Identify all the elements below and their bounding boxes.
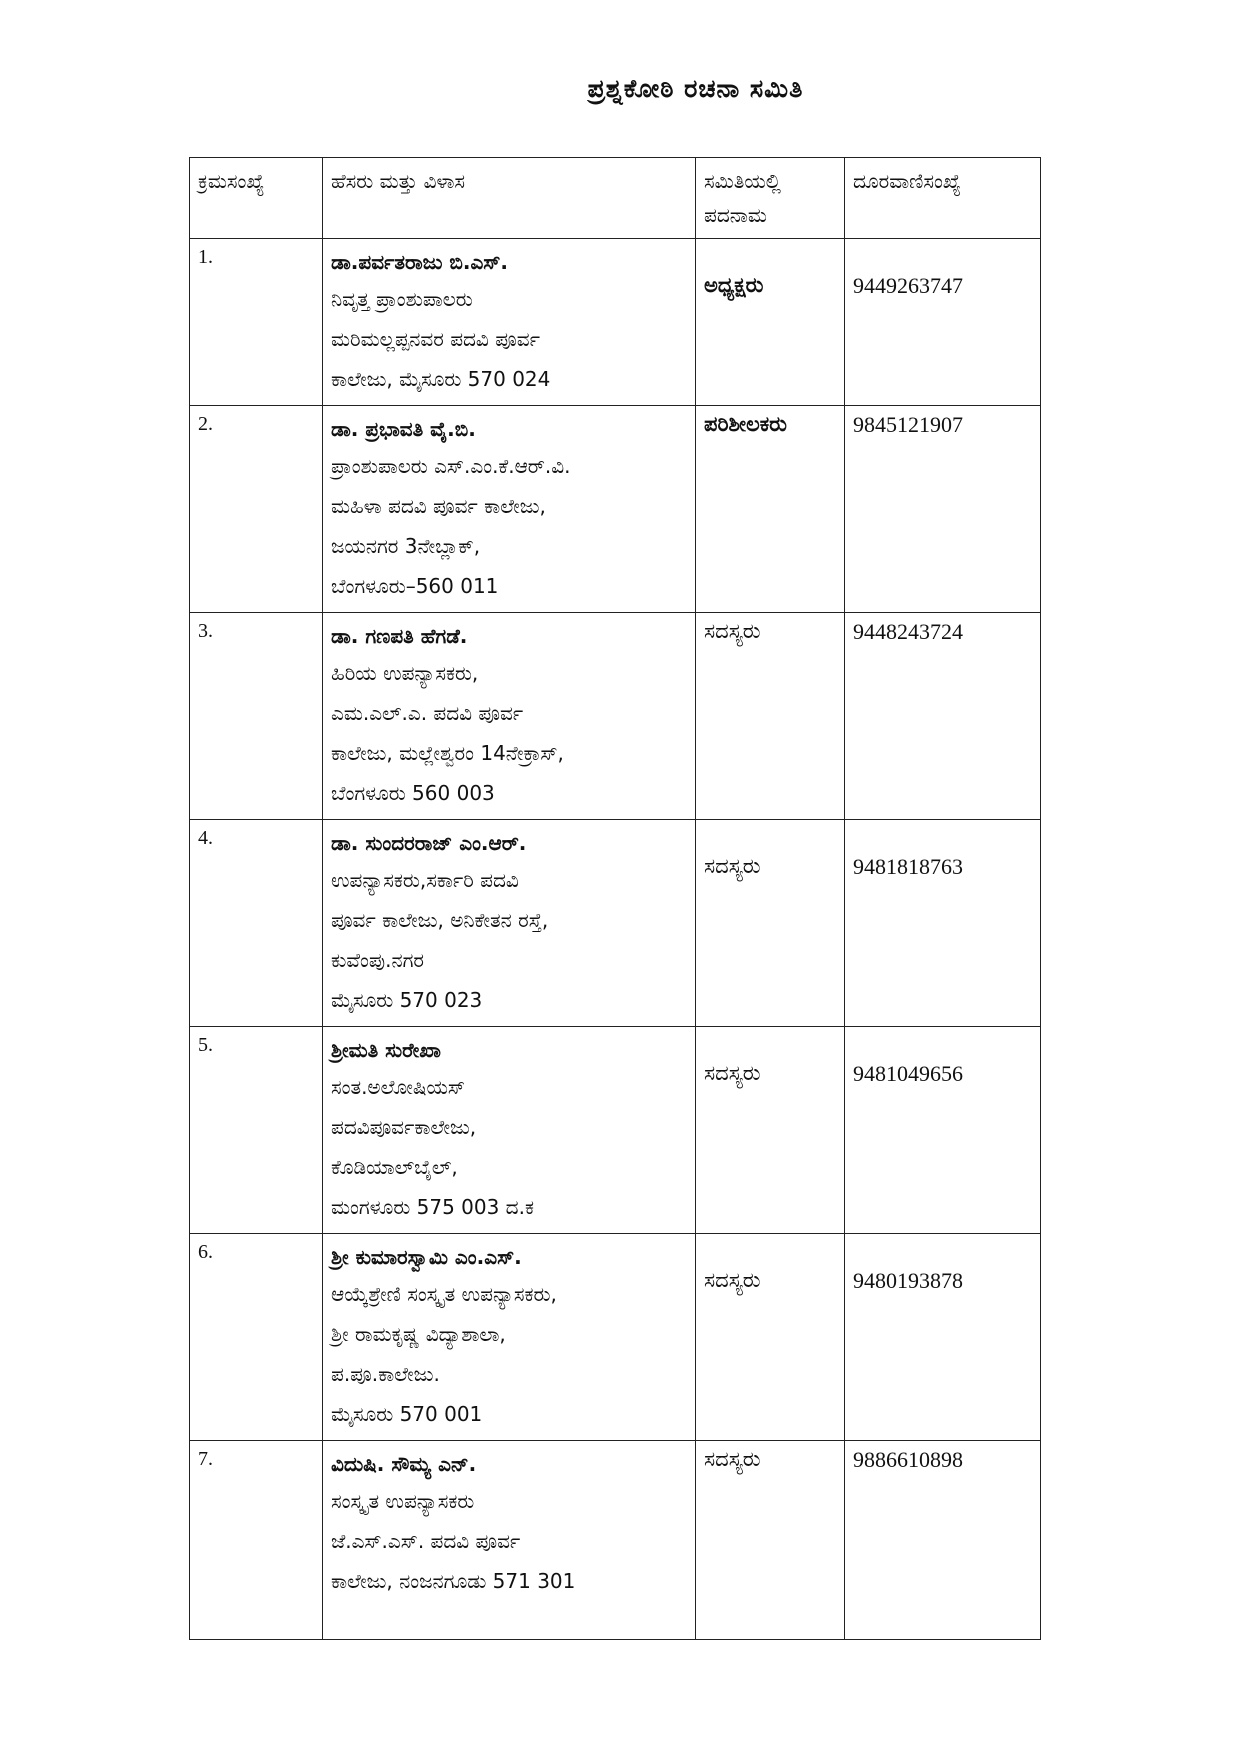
designation-cell: ಪರಿಶೀಲಕರು bbox=[696, 406, 845, 613]
address-line: ಜಯನಗರ 3ನೇಬ್ಲಾಕ್, bbox=[331, 534, 481, 558]
table-header-row bbox=[190, 158, 1041, 239]
address-line: ಮೈಸೂರು 570 023 bbox=[331, 988, 483, 1012]
serial-cell: 3. bbox=[190, 613, 323, 820]
address-line: ಬೆಂಗಳೂರು 560 003 bbox=[331, 781, 495, 805]
address-line: ಕುವೆಂಪು.ನಗರ bbox=[331, 948, 425, 972]
name-address-cell bbox=[323, 1027, 696, 1234]
table-row bbox=[190, 1441, 1041, 1640]
page-title: ಪ್ರಶ್ನಕೋಠಿ ರಚನಾ ಸಮಿತಿ bbox=[587, 74, 804, 103]
address-line: ಪ್ರಾಂಶುಪಾಲರು ಎಸ್.ಎಂ.ಕೆ.ಆರ್.ವಿ. bbox=[331, 454, 571, 478]
address-line: ಕಾಲೇಜು, ನಂಜನಗೂಡು 571 301 bbox=[331, 1569, 576, 1593]
address-line: ಜೆ.ಎಸ್.ಎಸ್. ಪದವಿ ಪೂರ್ವ bbox=[331, 1529, 521, 1553]
serial-cell: 6. bbox=[190, 1234, 323, 1441]
name-address-cell bbox=[323, 239, 696, 406]
serial-cell: 1. bbox=[190, 239, 323, 406]
header-name-address: ಹೆಸರು ಮತ್ತು ವಿಳಾಸ bbox=[323, 158, 696, 239]
designation-cell: ಸದಸ್ಯರು bbox=[696, 820, 845, 1027]
address-line: ಬೆಂಗಳೂರು–560 011 bbox=[331, 574, 499, 598]
member-name: ಡಾ.ಪರ್ವತರಾಜು ಬಿ.ಎಸ್. bbox=[331, 250, 508, 274]
address-line: ಶ್ರೀ ರಾಮಕೃಷ್ಣ ವಿದ್ಯಾಶಾಲಾ, bbox=[331, 1322, 506, 1346]
member-name: ಡಾ. ಗಣಪತಿ ಹೆಗಡೆ. bbox=[331, 624, 468, 648]
header-designation bbox=[696, 158, 845, 239]
member-name: ಡಾ. ಸುಂದರರಾಜ್ ಎಂ.ಆರ್. bbox=[331, 831, 527, 855]
address-line: ಮೈಸೂರು 570 001 bbox=[331, 1402, 483, 1426]
name-address-cell bbox=[323, 1441, 696, 1640]
address-line: ಪದವಿಪೂರ್ವಕಾಲೇಜು, bbox=[331, 1115, 477, 1139]
address-line: ಮಹಿಳಾ ಪದವಿ ಪೂರ್ವ ಕಾಲೇಜು, bbox=[331, 494, 546, 518]
address-line: ಕೊಡಿಯಾಲ್‌ಬೈಲ್, bbox=[331, 1155, 458, 1179]
member-name: ಶ್ರೀಮತಿ ಸುರೇಖಾ bbox=[331, 1038, 441, 1062]
table-row bbox=[190, 820, 1041, 1027]
address-line: ಕಾಲೇಜು, ಮಲ್ಲೇಶ್ವರಂ 14ನೇಕ್ರಾಸ್, bbox=[331, 741, 564, 765]
address-line: ಸಂಸ್ಕೃತ ಉಪನ್ಯಾಸಕರು bbox=[331, 1489, 475, 1513]
header-serial: ಕ್ರಮಸಂಖ್ಯೆ bbox=[190, 158, 323, 239]
serial-cell: 5. bbox=[190, 1027, 323, 1234]
table-row bbox=[190, 613, 1041, 820]
phone-cell: 9481818763 bbox=[845, 820, 1041, 1027]
address-line: ನಿವೃತ್ತ ಪ್ರಾಂಶುಪಾಲರು bbox=[331, 287, 473, 311]
address-line: ಮರಿಮಲ್ಲಪ್ಪನವರ ಪದವಿ ಪೂರ್ವ bbox=[331, 327, 540, 351]
designation-cell: ಸದಸ್ಯರು bbox=[696, 613, 845, 820]
serial-cell: 7. bbox=[190, 1441, 323, 1640]
address-line: ಪೂರ್ವ ಕಾಲೇಜು, ಅನಿಕೇತನ ರಸ್ತೆ, bbox=[331, 908, 549, 932]
phone-cell: 9886610898 bbox=[845, 1441, 1041, 1640]
designation-cell: ಸದಸ್ಯರು bbox=[696, 1441, 845, 1640]
serial-cell: 4. bbox=[190, 820, 323, 1027]
table-row bbox=[190, 239, 1041, 406]
address-line: ಪ.ಪೂ.ಕಾಲೇಜು. bbox=[331, 1362, 440, 1386]
address-line: ಹಿರಿಯ ಉಪನ್ಯಾಸಕರು, bbox=[331, 661, 479, 685]
phone-cell: 9448243724 bbox=[845, 613, 1041, 820]
name-address-cell bbox=[323, 820, 696, 1027]
header-designation-line1: ಸಮಿತಿಯಲ್ಲಿ bbox=[704, 169, 781, 193]
table-row bbox=[190, 406, 1041, 613]
address-line: ಸಂತ.ಅಲೋಷಿಯಸ್ bbox=[331, 1075, 466, 1099]
address-line: ಮಂಗಳೂರು 575 003 ದ.ಕ bbox=[331, 1195, 534, 1219]
phone-cell: 9481049656 bbox=[845, 1027, 1041, 1234]
name-address-cell bbox=[323, 1234, 696, 1441]
table-row bbox=[190, 1234, 1041, 1441]
designation-cell: ಸದಸ್ಯರು bbox=[696, 1027, 845, 1234]
member-name: ವಿದುಷಿ. ಸೌಮ್ಯ ಎನ್. bbox=[331, 1452, 477, 1476]
designation-cell: ಸದಸ್ಯರು bbox=[696, 1234, 845, 1441]
designation-cell: ಅಧ್ಯಕ್ಷರು bbox=[696, 239, 845, 406]
address-line: ಎಮ.ಎಲ್.ಎ. ಪದವಿ ಪೂರ್ವ bbox=[331, 701, 524, 725]
committee-table bbox=[189, 157, 1041, 1640]
header-designation-line2: ಪದನಾಮ bbox=[704, 203, 767, 227]
member-name: ಡಾ. ಪ್ರಭಾವತಿ ವೈ.ಬಿ. bbox=[331, 417, 476, 441]
address-line: ಕಾಲೇಜು, ಮೈಸೂರು 570 024 bbox=[331, 367, 551, 391]
phone-cell: 9480193878 bbox=[845, 1234, 1041, 1441]
address-line: ಆಯ್ಕೆಶ್ರೇಣಿ ಸಂಸ್ಕೃತ ಉಪನ್ಯಾಸಕರು, bbox=[331, 1282, 557, 1306]
name-address-cell bbox=[323, 406, 696, 613]
table-row bbox=[190, 1027, 1041, 1234]
phone-cell: 9449263747 bbox=[845, 239, 1041, 406]
phone-cell: 9845121907 bbox=[845, 406, 1041, 613]
name-address-cell bbox=[323, 613, 696, 820]
member-name: ಶ್ರೀ ಕುಮಾರಸ್ವಾಮಿ ಎಂ.ಎಸ್. bbox=[331, 1245, 522, 1269]
header-phone: ದೂರವಾಣಿಸಂಖ್ಯೆ bbox=[845, 158, 1041, 239]
address-line: ಉಪನ್ಯಾಸಕರು,ಸರ್ಕಾರಿ ಪದವಿ bbox=[331, 868, 519, 892]
serial-cell: 2. bbox=[190, 406, 323, 613]
